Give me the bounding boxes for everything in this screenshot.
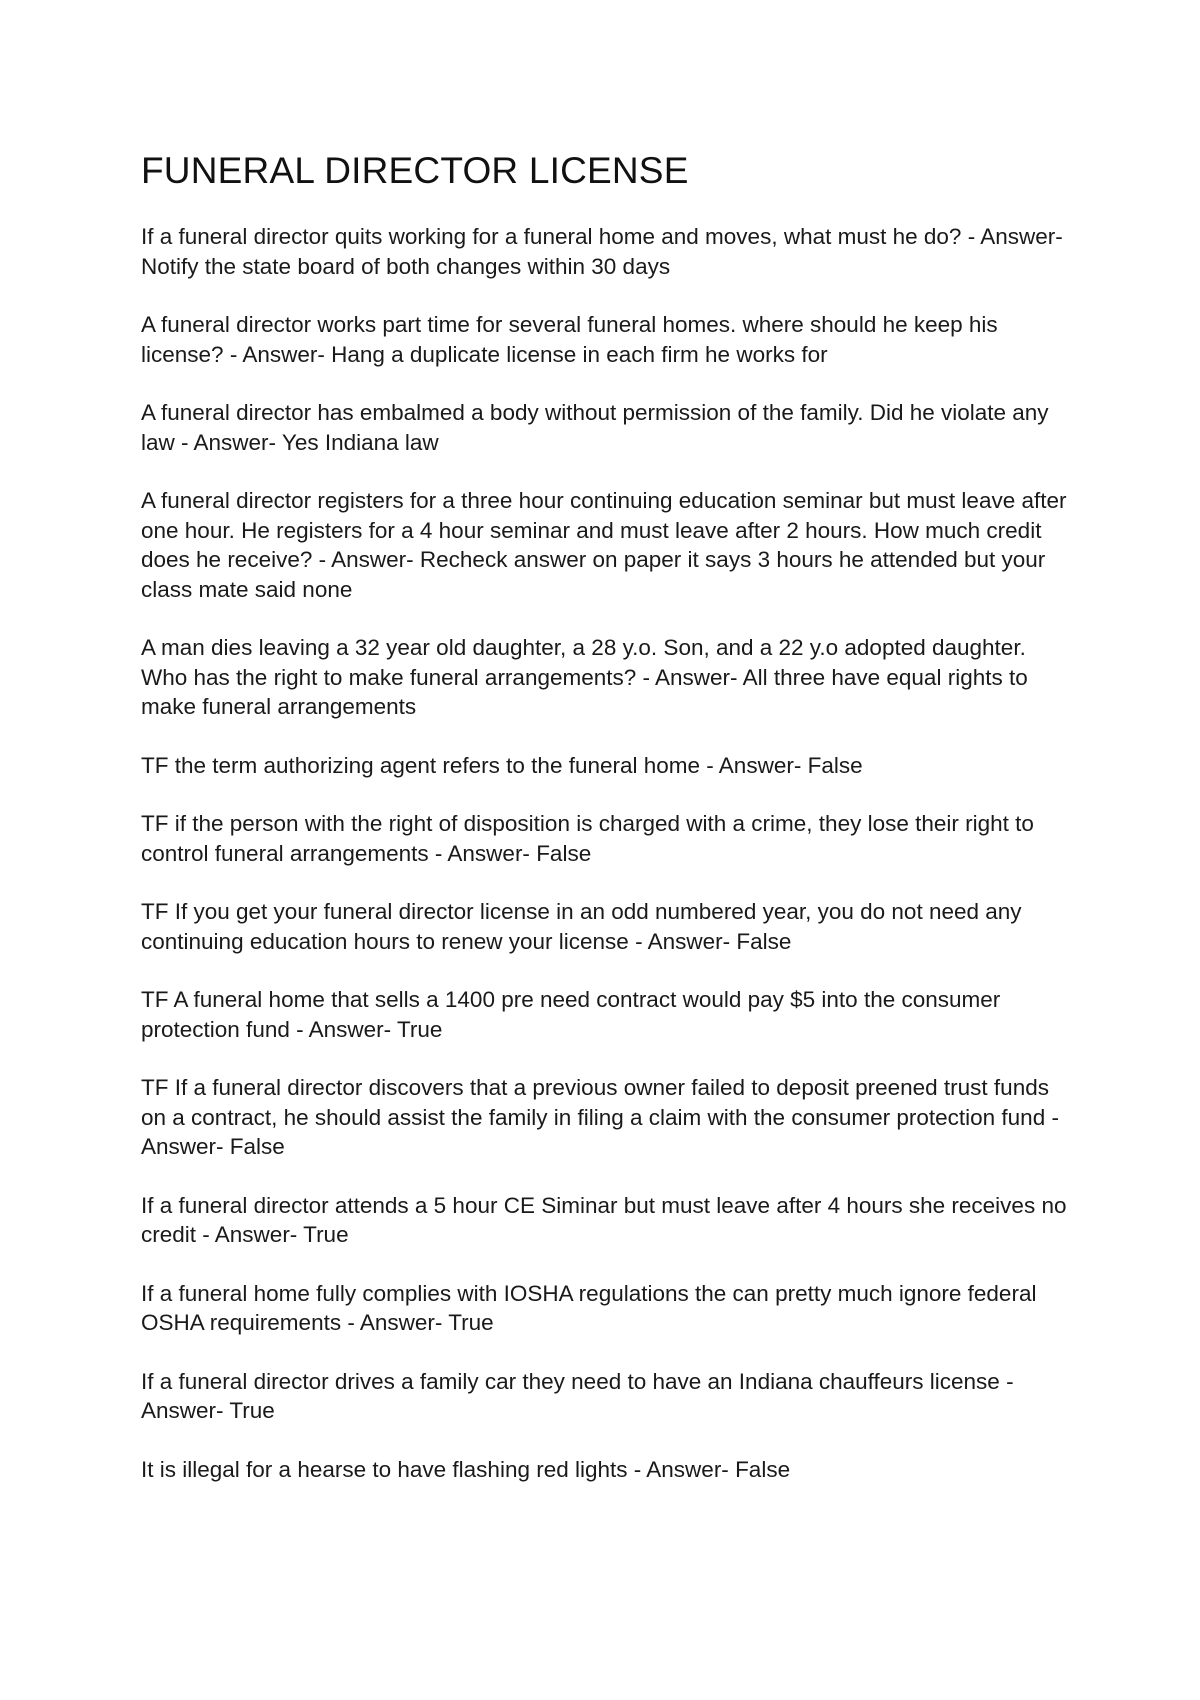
- question-text: If a funeral director drives a family car they need to have an Indiana chauffeurs license: [141, 1368, 1000, 1394]
- question-text: TF if the person with the right of disposition is charged with a crime, they lose their right to control funeral arrangements: [141, 811, 1034, 866]
- qa-item: [141, 1279, 1071, 1338]
- answer-separator: - Answer-: [312, 547, 420, 572]
- question-text: A funeral director works part time for several funeral homes. where should he keep his license?: [141, 312, 998, 367]
- answer-separator: - Answer-: [636, 664, 743, 690]
- qa-item: [141, 222, 1071, 281]
- qa-item: [141, 1073, 1071, 1162]
- question-text: TF If a funeral director discovers that a previous owner failed to deposit preened trust funds on a contract, he should assist the family in filing a claim with the consumer protection fund: [141, 1075, 1049, 1130]
- answer-separator: - Answer-: [223, 341, 332, 367]
- qa-item: [141, 486, 1071, 604]
- answer-text: All three have equal rights to make funeral arrangements: [141, 664, 1028, 719]
- question-text: TF A funeral home that sells a 1400 pre need contract would pay $5 into the consumer protection fund: [141, 987, 1001, 1042]
- answer-text: Hang a duplicate license in each firm he works for: [331, 341, 828, 367]
- answer-separator: - Answer-: [141, 1368, 1014, 1423]
- answer-separator: - Answer-: [700, 752, 808, 778]
- answer-text: True: [448, 1310, 494, 1335]
- answer-separator: - Answer-: [289, 1016, 397, 1042]
- question-text: If a funeral director quits working for a funeral home and moves, what must he do?: [141, 224, 962, 249]
- question-text: If a funeral home fully complies with IOSHA regulations the can pretty much ignore federal OSHA requirements: [141, 1280, 1037, 1335]
- answer-separator: - Answer-: [428, 840, 537, 866]
- answer-text: False: [807, 752, 863, 778]
- answer-text: True: [396, 1016, 443, 1042]
- answer-text: False: [229, 1134, 285, 1159]
- answer-text: Recheck answer on paper it says 3 hours he attended but your class mate said none: [141, 547, 1046, 602]
- answer-text: True: [229, 1398, 275, 1423]
- question-text: It is illegal for a hearse to have flashing red lights: [141, 1456, 628, 1482]
- document-content: [141, 150, 1071, 1513]
- question-text: TF the term authorizing agent refers to the funeral home: [141, 752, 701, 778]
- question-text: TF If you get your funeral director license in an odd numbered year, you do not need any continuing education hours to renew your license: [141, 899, 1022, 954]
- qa-item: [141, 985, 1071, 1044]
- document-title: FUNERAL DIRECTOR LICENSE: [141, 150, 689, 191]
- answer-separator: - Answer-: [961, 224, 1063, 249]
- answer-text: True: [303, 1222, 349, 1247]
- qa-item: [141, 897, 1071, 956]
- answer-text: Notify the state board of both changes within 30 days: [141, 253, 671, 279]
- question-text: If a funeral director attends a 5 hour CE Siminar but must leave after 4 hours she receives no credit: [141, 1192, 1067, 1247]
- qa-item: [141, 751, 1071, 781]
- answer-separator: - Answer-: [341, 1310, 449, 1335]
- answer-separator: - Answer-: [628, 928, 737, 954]
- question-text: A funeral director has embalmed a body without permission of the family. Did he violate any law: [141, 400, 1049, 455]
- answer-text: False: [736, 928, 792, 954]
- answer-separator: - Answer-: [174, 429, 282, 455]
- qa-list: [141, 222, 1071, 1484]
- qa-item: [141, 310, 1071, 369]
- answer-text: False: [536, 840, 592, 866]
- answer-text: Yes Indiana law: [281, 429, 439, 455]
- qa-item: [141, 1455, 1071, 1485]
- question-text: A funeral director registers for a three hour continuing education seminar but must leave after one hour. He registers for a 4 hour seminar and must leave after 2 hours. How much credit does he receive?: [141, 488, 1067, 572]
- qa-item: [141, 398, 1071, 457]
- qa-item: [141, 1191, 1071, 1250]
- question-text: A man dies leaving a 32 year old daughter, a 28 y.o. Son, and a 22 y.o adopted daughter. Who has the right to make funeral arrangements?: [141, 635, 1026, 690]
- answer-separator: - Answer-: [141, 1104, 1059, 1159]
- qa-item: [141, 809, 1071, 868]
- answer-text: False: [735, 1456, 791, 1482]
- qa-item: [141, 1367, 1071, 1426]
- answer-separator: - Answer-: [196, 1222, 304, 1247]
- answer-separator: - Answer-: [627, 1456, 736, 1482]
- qa-item: [141, 633, 1071, 722]
